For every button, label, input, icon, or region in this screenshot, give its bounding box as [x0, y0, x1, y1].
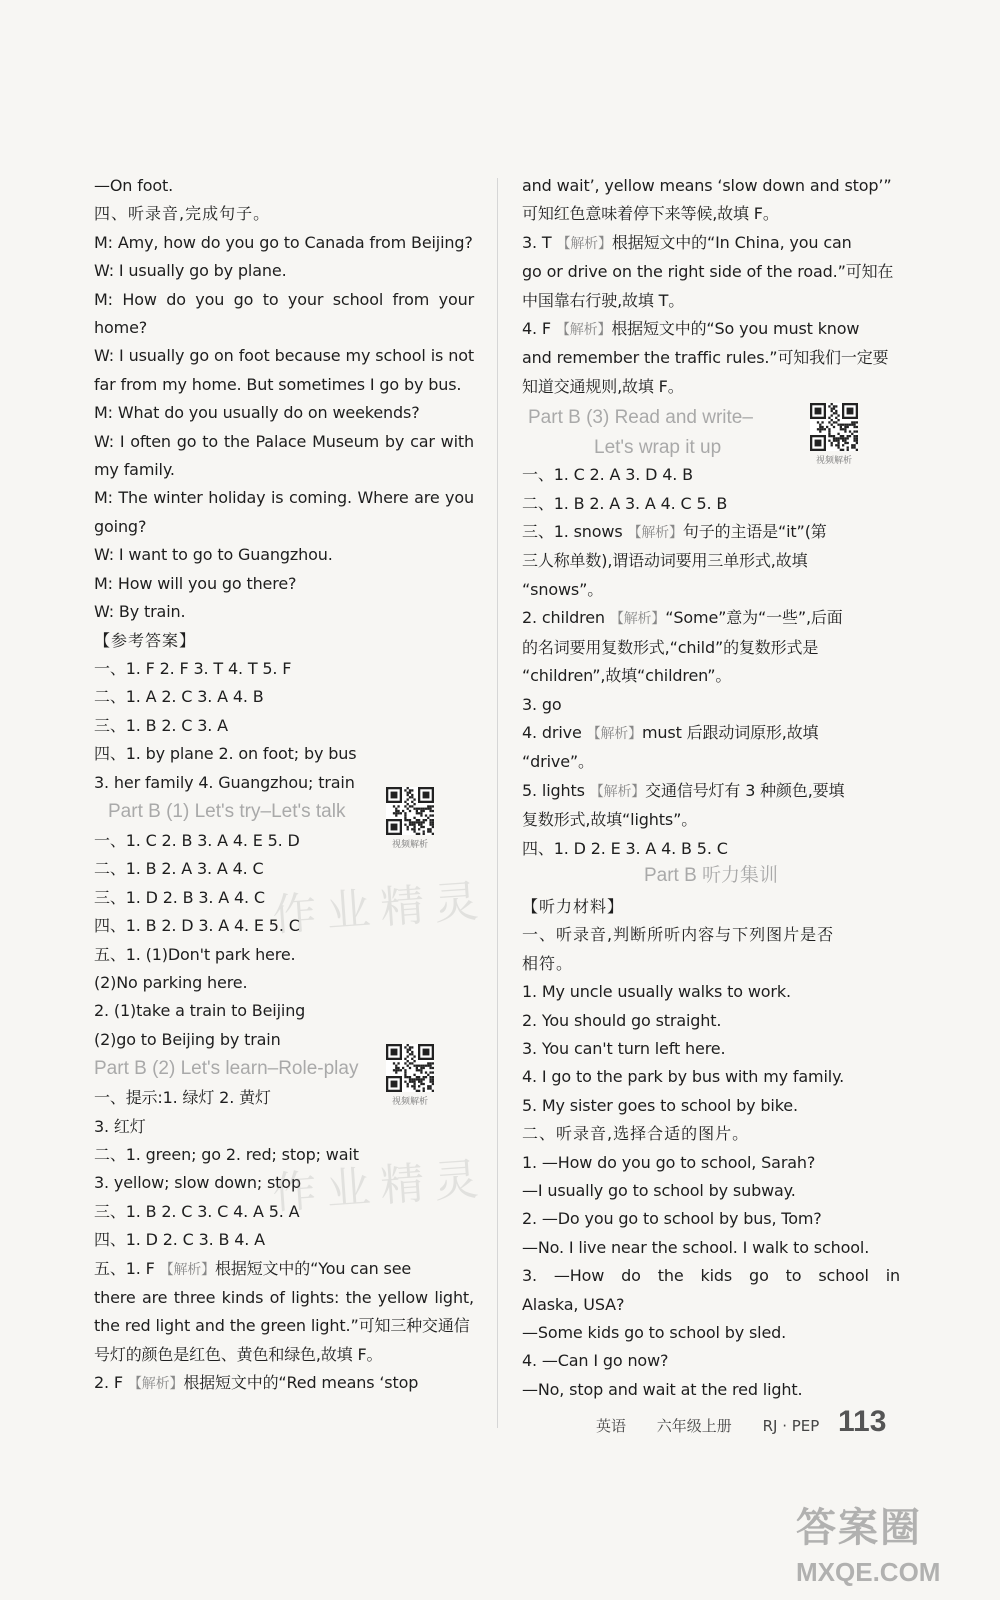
- text-line: 的名词要用复数形式,“child”的复数形式是: [522, 637, 819, 657]
- text-line: M: Amy, how do you go to Canada from Beijing?: [94, 232, 473, 252]
- text-line: 号灯的颜色是红色、黄色和绿色,故填 F。: [94, 1344, 383, 1364]
- text-line: 四、1. D 2. E 3. A 4. B 5. C: [522, 838, 728, 858]
- line-segment: 句子的主语是“it”(第: [682, 522, 827, 542]
- line-segment: 3. T: [522, 232, 557, 252]
- corner-logo-url: MXQE.COM: [796, 1557, 941, 1587]
- section-heading: [522, 401, 900, 467]
- text-line: 【参考答案】: [94, 630, 197, 650]
- line-segment: 4. drive: [522, 722, 587, 742]
- section-title: Part B (3) Read and write–: [528, 407, 753, 429]
- answer-explanation-line: [94, 1255, 474, 1284]
- text-line: “drive”。: [522, 752, 594, 772]
- text-line: Alaska, USA?: [522, 1294, 625, 1314]
- text-line: going?: [94, 516, 147, 536]
- text-line: go or drive on the right side of the road.”可知在: [522, 262, 894, 282]
- text-line: W: I usually go on foot because my school is not: [94, 346, 474, 366]
- text-line: 四、1. by plane 2. on foot; by bus: [94, 744, 357, 764]
- answer-explanation-line: [522, 777, 900, 806]
- qr-caption: 视频解析: [391, 1097, 428, 1108]
- analysis-tag: 【解析】: [127, 1376, 184, 1393]
- line-segment: 三、1. snows: [522, 522, 628, 542]
- line-segment: 五、1. F: [94, 1258, 160, 1278]
- column-divider: [497, 178, 498, 1428]
- text-line: 5. My sister goes to school by bike.: [522, 1095, 798, 1115]
- analysis-tag: 【解析】: [556, 235, 612, 252]
- line-segment: 4. F: [522, 319, 556, 339]
- text-line: 2. —Do you go to school by bus, Tom?: [522, 1209, 822, 1229]
- text-line: and wait’, yellow means ‘slow down and stop’”: [522, 176, 892, 195]
- answer-explanation-line: [522, 604, 900, 633]
- text-line: —No. I live near the school. I walk to school.: [522, 1237, 870, 1257]
- watermark-text: 作业精灵: [270, 1153, 490, 1220]
- text-line: 三、1. B 2. C 3. C 4. A 5. A: [94, 1201, 300, 1221]
- text-line: 4. —Can I go now?: [522, 1351, 669, 1371]
- text-line: “children”,故填“children”。: [522, 666, 732, 686]
- text-line: 二、听录音,选择合适的图片。: [522, 1124, 750, 1144]
- text-line: home?: [94, 318, 148, 338]
- answer-explanation-line: [522, 229, 900, 258]
- text-line: the red light and the green light.”可知三种交通信: [94, 1316, 470, 1336]
- text-line: and remember the traffic rules.”可知我们一定要: [522, 348, 889, 368]
- line-segment: 根据短文中的“Red means ‘stop: [183, 1373, 419, 1393]
- text-line: W: I often go to the Palace Museum by car with: [94, 431, 474, 451]
- text-line: —On foot.: [94, 176, 174, 195]
- section-title: Part B 听力集训: [643, 864, 779, 886]
- text-line: 一、1. F 2. F 3. T 4. T 5. F: [94, 658, 292, 678]
- text-line: 3. You can't turn left here.: [522, 1038, 726, 1058]
- text-line: 相符。: [522, 953, 574, 973]
- text-line: M: How do you go to your school from your: [94, 289, 474, 309]
- text-line: (2)No parking here.: [94, 972, 248, 992]
- line-segment: must 后跟动词原形,故填: [642, 722, 819, 742]
- text-line: 三、1. D 2. B 3. A 4. C: [94, 887, 265, 907]
- text-line: far from my home. But sometimes I go by bus.: [94, 374, 462, 394]
- answer-explanation-line: [522, 315, 900, 344]
- text-line: W: By train.: [94, 602, 186, 622]
- answer-explanation-line: [94, 1369, 474, 1398]
- corner-logo-title: 答案圈: [796, 1505, 922, 1551]
- text-line: W: I usually go by plane.: [94, 261, 287, 281]
- text-line: 1. —How do you go to school, Sarah?: [522, 1152, 816, 1172]
- line-segment: “Some”意为“一些”,后面: [665, 608, 843, 628]
- answer-explanation-line: [522, 518, 900, 547]
- qr-code-icon[interactable]: [386, 787, 434, 850]
- line-segment: 根据短文中的“So you must know: [611, 319, 860, 339]
- text-line: 中国靠右行驶,故填 T。: [522, 290, 685, 310]
- text-line: W: I want to go to Guangzhou.: [94, 545, 333, 565]
- text-line: 一、提示:1. 绿灯 2. 黄灯: [94, 1088, 271, 1108]
- text-line: 三人称单数),谓语动词要用三单形式,故填: [522, 551, 808, 571]
- line-segment: 根据短文中的“You can see: [215, 1258, 412, 1278]
- text-line: —Some kids go to school by sled.: [522, 1323, 787, 1343]
- page-footer: [596, 1415, 845, 1436]
- answer-explanation-line: [522, 719, 900, 748]
- text-line: —No, stop and wait at the red light.: [522, 1379, 803, 1399]
- text-line: 四、1. B 2. D 3. A 4. E 5. C: [94, 916, 300, 936]
- text-line: 1. My uncle usually walks to work.: [522, 982, 791, 1002]
- text-line: my family.: [94, 460, 175, 480]
- analysis-tag: 【解析】: [159, 1261, 215, 1278]
- text-line: 二、1. B 2. A 3. A 4. C: [94, 859, 264, 879]
- corner-logo: [796, 1496, 976, 1596]
- line-segment: 5. lights: [522, 780, 590, 800]
- qr-caption: 视频解析: [815, 456, 852, 467]
- analysis-tag: 【解析】: [627, 525, 683, 542]
- qr-code-icon[interactable]: [810, 403, 858, 467]
- line-segment: 根据短文中的“In China, you can: [611, 232, 852, 252]
- text-line: 4. I go to the park by bus with my family.: [522, 1067, 845, 1087]
- line-segment: 2. F: [94, 1373, 128, 1393]
- text-line: 二、1. B 2. A 3. A 4. C 5. B: [522, 493, 728, 513]
- text-line: 3. 红灯: [94, 1116, 146, 1136]
- text-line: 2. You should go straight.: [522, 1010, 722, 1030]
- text-line: 五、1. (1)Don't park here.: [94, 944, 296, 964]
- text-line: (2)go to Beijing by train: [94, 1029, 281, 1049]
- watermark-text: 作业精灵: [270, 875, 490, 942]
- text-line: 三、1. B 2. C 3. A: [94, 715, 228, 735]
- section-heading: [522, 863, 900, 893]
- text-line: 2. (1)take a train to Beijing: [94, 1001, 306, 1021]
- text-line: 3. —How do the kids go to school in: [522, 1266, 900, 1286]
- section-title: Part B (1) Let's try–Let's talk: [108, 800, 346, 822]
- text-line: 二、1. green; go 2. red; stop; wait: [94, 1145, 359, 1164]
- analysis-tag: 【解析】: [586, 725, 642, 742]
- text-line: 一、1. C 2. B 3. A 4. E 5. D: [94, 830, 300, 850]
- text-line: —I usually go to school by subway.: [522, 1181, 796, 1200]
- footer-grade: 六年级上册: [656, 1417, 732, 1435]
- text-line: 四、听录音,完成句子。: [94, 204, 271, 224]
- section-title: Part B (2) Let's learn–Role-play: [94, 1058, 359, 1080]
- text-line: there are three kinds of lights: the yellow light,: [94, 1288, 474, 1308]
- text-line: 四、1. D 2. C 3. B 4. A: [94, 1230, 265, 1250]
- line-segment: 交通信号灯有 3 种颜色,要填: [645, 780, 845, 800]
- text-line: 3. yellow; slow down; stop: [94, 1173, 301, 1193]
- line-segment: 2. children: [522, 608, 610, 628]
- qr-caption: 视频解析: [391, 839, 428, 850]
- right-column: [522, 172, 900, 1404]
- page-number: 113: [838, 1405, 887, 1438]
- text-line: 一、听录音,判断所听内容与下列图片是否: [522, 925, 835, 945]
- qr-code-icon[interactable]: [386, 1044, 434, 1108]
- text-line: “snows”。: [522, 579, 604, 599]
- text-line: M: How will you go there?: [94, 573, 297, 593]
- text-line: M: What do you usually do on weekends?: [94, 403, 420, 423]
- text-line: 【听力材料】: [522, 896, 625, 916]
- text-line: 可知红色意味着停下来等候,故填 F。: [522, 204, 779, 224]
- analysis-tag: 【解析】: [609, 611, 666, 628]
- text-line: 二、1. A 2. C 3. A 4. B: [94, 687, 264, 707]
- analysis-tag: 【解析】: [555, 322, 612, 339]
- text-line: 3. go: [522, 694, 562, 714]
- text-line: M: The winter holiday is coming. Where are you: [94, 488, 474, 508]
- text-line: 3. her family 4. Guangzhou; train: [94, 772, 355, 792]
- section-title: Let's wrap it up: [594, 437, 722, 459]
- text-line: 一、1. C 2. A 3. D 4. B: [522, 465, 693, 485]
- analysis-tag: 【解析】: [589, 783, 646, 800]
- footer-edition: RJ · PEP: [762, 1417, 820, 1435]
- text-line: 复数形式,故填“lights”。: [522, 810, 698, 830]
- footer-subject: 英语: [596, 1417, 627, 1435]
- text-line: 知道交通规则,故填 F。: [522, 376, 684, 396]
